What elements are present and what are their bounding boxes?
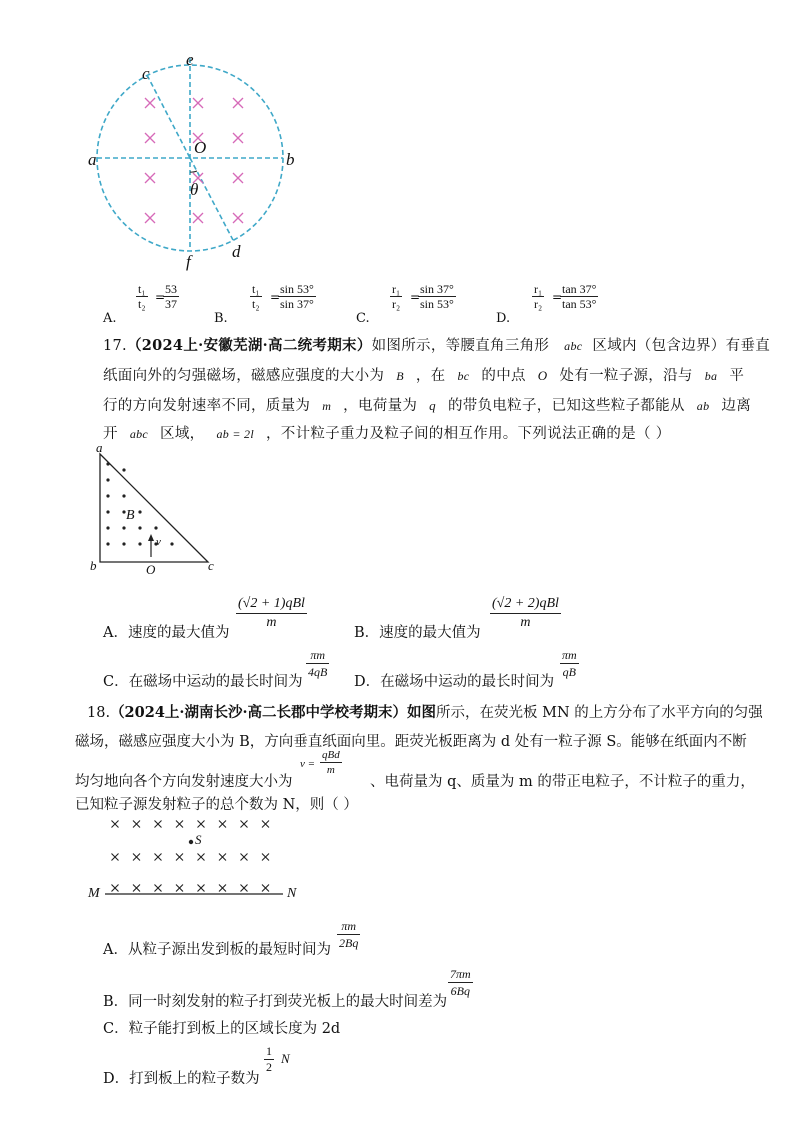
q17-line-4: 开 abc 区域， ab = 2l ，不计粒子重力及粒子间的相互作用。下列说法正确的是（ ） — [103, 426, 671, 442]
q16-option-b-letter: B. — [214, 311, 228, 326]
q17-fig-label-a: a — [96, 440, 103, 455]
q18-line-3b: 、电荷量为 q、质量为 m 的带正电粒子，不计粒子的重力， — [370, 774, 755, 790]
q16-option-d-letter: D. — [496, 311, 511, 326]
circle-field-figure — [85, 50, 315, 270]
q17-option-c-value: πm 4qB — [308, 648, 328, 679]
q17-line-2: 纸面向外的匀强磁场，磁感应强度的大小为 B ，在 bc 的中点 O 处有一粒子源，沿与 ba 平 — [103, 368, 745, 384]
q17-line-3: 行的方向发射速率不同，质量为 m ，电荷量为 q 的带负电粒子，已知这些粒子都能从 ab 边离 — [103, 398, 752, 414]
q17-option-a-value: (√2 + 1)qBl m — [238, 596, 305, 630]
label-o: O — [194, 138, 207, 157]
q16-option-c-letter: C. — [356, 311, 370, 326]
q16-option-d-lhs: r₁ r₂ — [534, 282, 543, 311]
triangle-abc — [100, 454, 208, 562]
label-b: b — [286, 150, 295, 169]
q16-option-d-rhs: tan 37° tan 53° — [562, 282, 597, 311]
field-crosses — [112, 821, 270, 892]
radius-oc — [147, 75, 190, 158]
fluorescent-board-figure — [85, 812, 305, 902]
q16-option-b-rhs: sin 53° sin 37° — [280, 282, 314, 311]
q16-option-a-rhs: 53 37 — [165, 282, 177, 311]
q17-fig-label-b-field: B — [126, 508, 135, 523]
q17-option-a: A．速度的最大值为 — [103, 625, 230, 641]
triangle-field-figure — [88, 444, 223, 579]
q18-v-fraction: qBd m — [322, 749, 340, 776]
q18-option-a: A．从粒子源出发到板的最短时间为 — [103, 942, 331, 958]
q18-fig-label-s: S — [195, 832, 202, 847]
q16-option-c-lhs: r₁ r₂ — [392, 282, 401, 311]
q17-fig-label-v: v — [156, 536, 161, 548]
cross-markers — [145, 98, 243, 223]
q18-line-2: 磁场，磁感应强度大小为 B，方向垂直纸面向里。距荧光板距离为 d 处有一粒子源 S。能够在纸面内不断 — [75, 734, 747, 750]
q17-option-d: D．在磁场中运动的最长时间为 — [354, 674, 555, 690]
q16-option-c-rhs: sin 37° sin 53° — [420, 282, 454, 311]
label-a: a — [88, 150, 97, 169]
q17-option-c: C．在磁场中运动的最长时间为 — [103, 674, 303, 690]
q16-option-b-lhs: t₁ t₂ — [252, 282, 260, 311]
label-f: f — [186, 252, 191, 271]
label-theta: θ — [190, 180, 199, 199]
q16-option-a-letter: A. — [103, 311, 117, 326]
q17-fig-label-b: b — [90, 558, 97, 573]
q18-v-lhs: v = — [300, 758, 316, 770]
q18-option-a-value: πm 2Bq — [339, 919, 359, 950]
q17-option-d-value: πm qB — [562, 648, 577, 679]
q18-option-d-value: 1 2 — [266, 1044, 272, 1074]
q18-option-d-n: N — [281, 1051, 290, 1066]
label-e: e — [186, 50, 194, 69]
label-d: d — [232, 242, 241, 261]
q17-option-b-value: (√2 + 2)qBl m — [492, 596, 559, 630]
q17-line-1: 17.（2024上·安徽芜湖·高二统考期末）如图所示，等腰直角三角形 abc 区域内（包含边界）有垂直 — [103, 337, 770, 354]
q18-line-1: 18.（2024上·湖南长沙·高二长郡中学校考期末）如图所示，在荧光板 MN 的上方分布了水平方向的匀强 — [87, 704, 763, 721]
label-c: c — [142, 64, 150, 83]
q18-option-b: B．同一时刻发射的粒子打到荧光板上的最大时间差为 — [103, 994, 448, 1010]
q18-fig-label-n: N — [287, 886, 297, 901]
q17-fig-label-c: c — [208, 558, 214, 573]
q18-option-c: C．粒子能打到板上的区域长度为 2d — [103, 1021, 341, 1037]
q18-option-d: D．打到板上的粒子数为 — [103, 1071, 260, 1087]
q17-option-b: B．速度的最大值为 — [354, 625, 481, 641]
source-s-dot — [189, 840, 193, 844]
q18-line-4: 已知粒子源发射粒子的总个数为 N，则（ ） — [75, 797, 358, 813]
q16-option-a-lhs: t₁ t₂ — [138, 282, 146, 311]
q17-fig-label-o: O — [146, 562, 156, 577]
q18-option-b-value: 7πm 6Bq — [450, 967, 471, 998]
q18-line-3: 均匀地向各个方向发射速度大小为 — [75, 774, 293, 790]
field-dots — [106, 462, 173, 545]
q18-fig-label-m: M — [88, 886, 100, 901]
